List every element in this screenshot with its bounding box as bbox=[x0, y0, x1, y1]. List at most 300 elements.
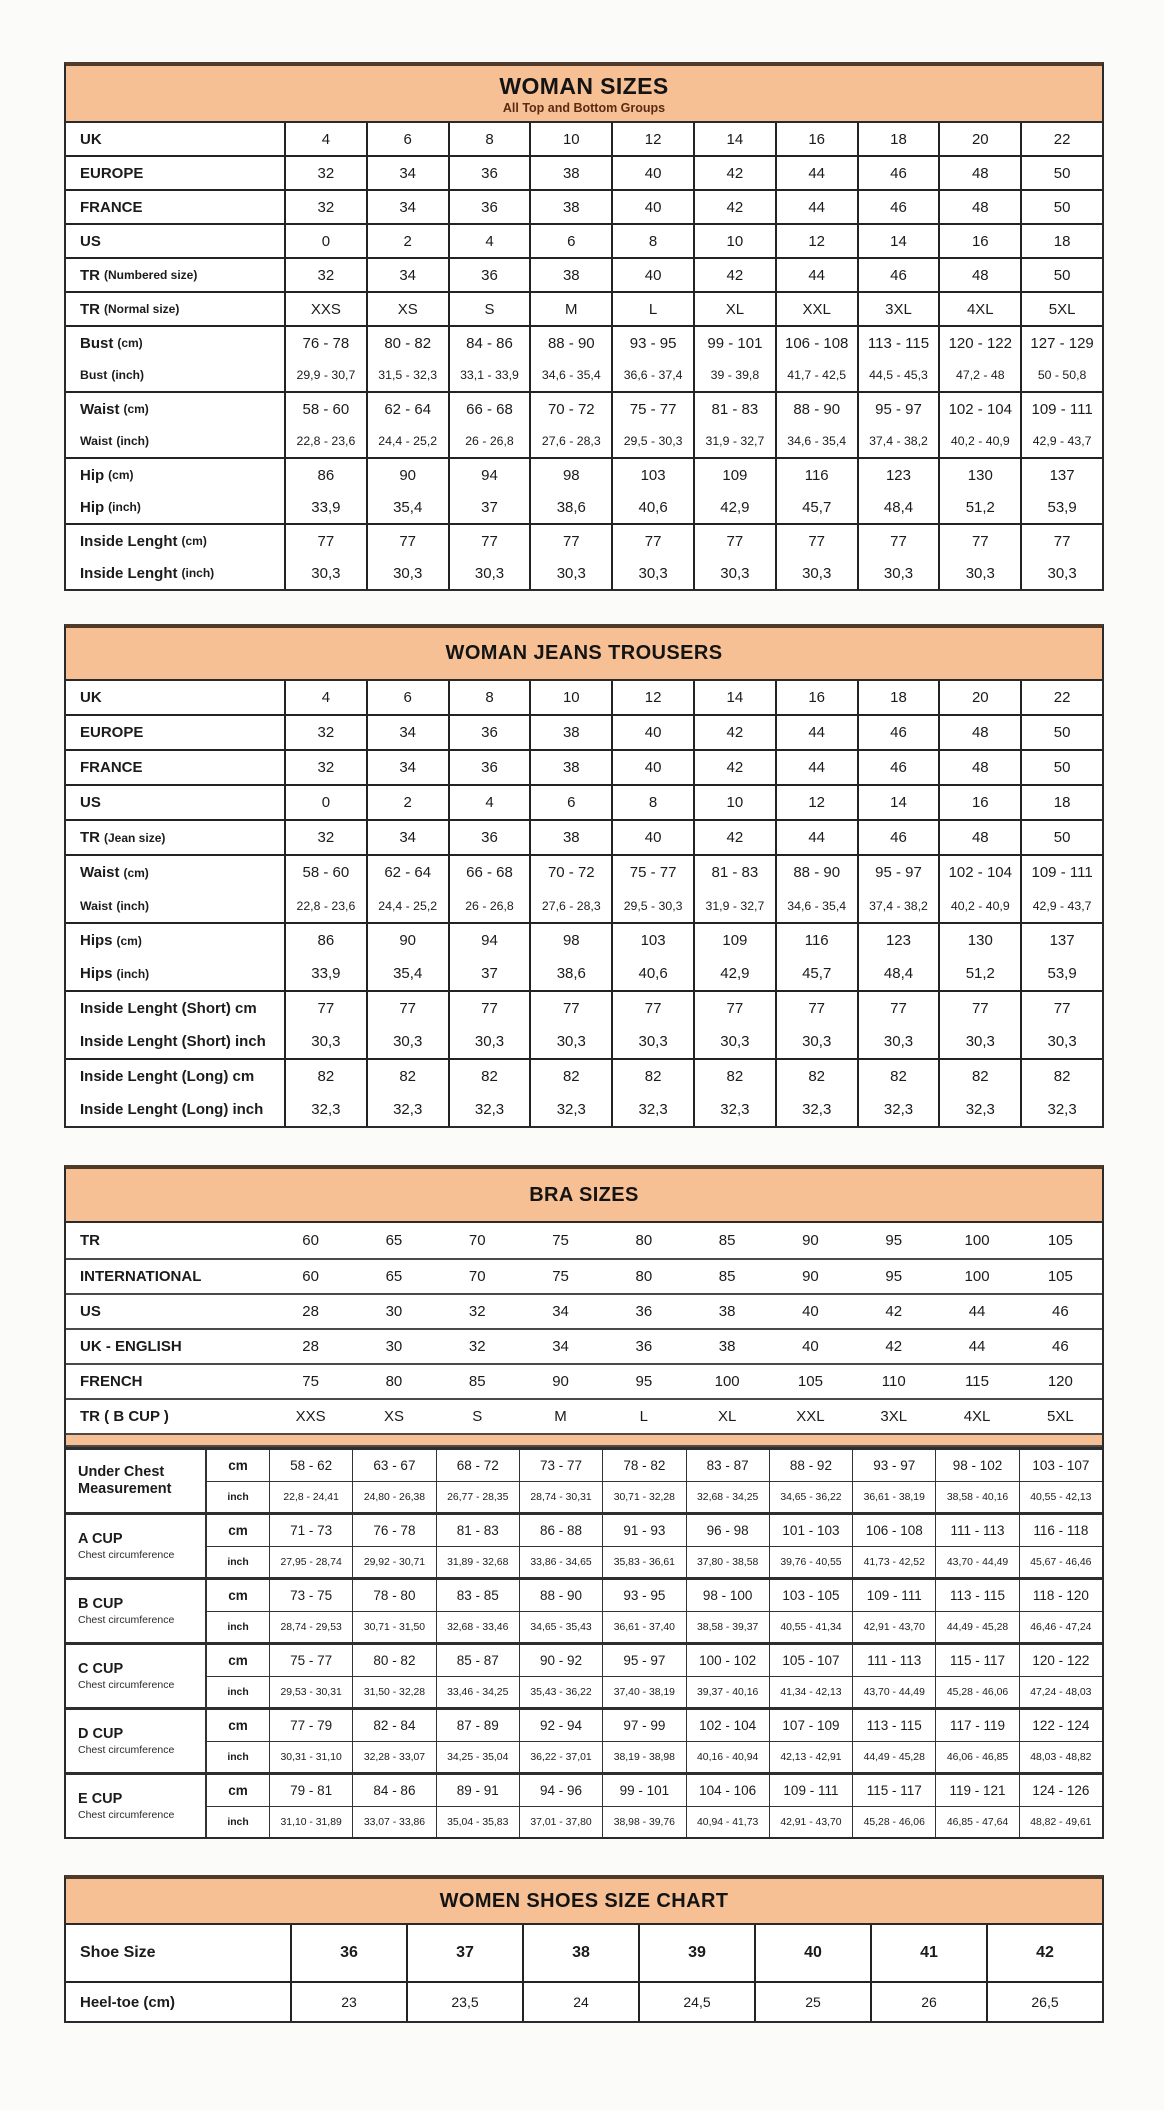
cell-value: XXS bbox=[310, 300, 341, 318]
table-row bbox=[66, 189, 1102, 223]
cell-value: 50 bbox=[1053, 829, 1071, 846]
table-cell bbox=[284, 293, 366, 325]
table-cell bbox=[938, 1060, 1020, 1126]
table-cell bbox=[529, 225, 611, 257]
cell-value: 77 bbox=[808, 532, 826, 550]
table-cell bbox=[938, 459, 1020, 523]
table-row bbox=[66, 714, 1102, 749]
table-subtitle: All Top and Bottom Groups bbox=[502, 100, 666, 115]
cell-value: 32,3 bbox=[883, 1101, 914, 1118]
cell-value: 96 - 98 bbox=[686, 1515, 769, 1546]
table-row bbox=[66, 1398, 1102, 1433]
cell-value: 35,4 bbox=[393, 965, 423, 982]
cell-value: 26 - 26,8 bbox=[465, 434, 514, 448]
cell-value: 24,5 bbox=[683, 1994, 711, 2010]
cell-value: 95 - 97 bbox=[602, 1645, 685, 1676]
cell-value: 42 bbox=[885, 1303, 903, 1320]
cell-value: 12 bbox=[644, 689, 662, 706]
table-cell bbox=[693, 191, 775, 223]
cell-value: 36 bbox=[481, 724, 498, 741]
cell-value: 16 bbox=[971, 232, 989, 250]
table-cell bbox=[857, 327, 939, 391]
row-label: Heel-toe (cm) bbox=[80, 1993, 176, 2011]
table-row bbox=[66, 1707, 1102, 1772]
table-row bbox=[66, 854, 1102, 922]
table-cell bbox=[529, 327, 611, 391]
cup-label-cell bbox=[66, 1775, 205, 1837]
cell-value: 77 bbox=[481, 532, 498, 550]
table-cell bbox=[611, 786, 693, 819]
table-cell bbox=[775, 525, 857, 589]
row-label: EUROPE bbox=[80, 164, 144, 182]
cell-value: 28,74 - 29,53 bbox=[269, 1611, 352, 1642]
table-cell bbox=[986, 1983, 1102, 2021]
cell-value: 68 - 72 bbox=[436, 1450, 519, 1481]
cup-sublabel: Chest circumference bbox=[78, 1549, 175, 1562]
cell-value: 33,86 - 34,65 bbox=[519, 1546, 602, 1577]
table-cell bbox=[366, 157, 448, 189]
cell-value: 100 - 102 bbox=[686, 1645, 769, 1676]
table-cell bbox=[611, 1060, 693, 1126]
cell-value: 79 - 81 bbox=[269, 1775, 352, 1806]
cell-value: 30,71 - 31,50 bbox=[352, 1611, 435, 1642]
cell-value: 34,65 - 36,22 bbox=[769, 1481, 852, 1512]
cell-value: 29,9 - 30,7 bbox=[296, 368, 356, 382]
cell-value: 39 - 39,8 bbox=[710, 368, 760, 382]
table-row bbox=[66, 257, 1102, 291]
table-cell bbox=[775, 821, 857, 854]
row-label-cell bbox=[66, 525, 284, 589]
row-label-cell bbox=[66, 992, 284, 1058]
table-cell bbox=[366, 191, 448, 223]
table-cell bbox=[693, 157, 775, 189]
table-row bbox=[66, 749, 1102, 784]
cell-value: 48,4 bbox=[883, 498, 914, 516]
cell-value: 88 - 90 bbox=[793, 864, 841, 881]
table-cell bbox=[857, 1060, 939, 1126]
row-label-cell bbox=[66, 1983, 290, 2021]
table-row bbox=[66, 1981, 1102, 2021]
table-cell bbox=[448, 327, 530, 391]
table-cell bbox=[775, 393, 857, 457]
table-cell bbox=[938, 191, 1020, 223]
cell-value: 84 - 86 bbox=[352, 1775, 435, 1806]
cell-value: 37,4 - 38,2 bbox=[869, 898, 928, 913]
table-cell bbox=[693, 293, 775, 325]
cell-value: 82 bbox=[890, 1068, 907, 1085]
cell-value: 87 - 89 bbox=[436, 1710, 519, 1741]
cell-value: 105 bbox=[797, 1373, 823, 1390]
cell-value: 80 bbox=[635, 1232, 653, 1249]
table-cell bbox=[529, 681, 611, 714]
table-cell bbox=[754, 1925, 870, 1981]
table-cell bbox=[366, 459, 448, 523]
cell-value: 30,3 bbox=[883, 1033, 914, 1050]
cell-value: 10 bbox=[726, 232, 744, 250]
table-cell bbox=[857, 751, 939, 784]
table-cell bbox=[1020, 751, 1102, 784]
cell-value: 77 bbox=[808, 1000, 826, 1017]
cell-value: 36 bbox=[481, 198, 498, 216]
table-cell bbox=[284, 856, 366, 922]
cell-value: 38 bbox=[718, 1338, 736, 1355]
cell-value: 30,3 bbox=[720, 564, 750, 582]
cell-value: 32,3 bbox=[1047, 1101, 1077, 1118]
table-cell bbox=[693, 856, 775, 922]
cell-value: 37,80 - 38,58 bbox=[686, 1546, 769, 1577]
cell-value: 29,5 - 30,3 bbox=[623, 434, 683, 448]
table-cell bbox=[448, 525, 530, 589]
table-cell bbox=[611, 681, 693, 714]
table-row bbox=[66, 325, 1102, 391]
row-label-cell bbox=[66, 259, 284, 291]
cell-value: 123 bbox=[885, 466, 911, 484]
cell-value: 34,6 - 35,4 bbox=[541, 368, 601, 382]
cell-value: 30,3 bbox=[474, 564, 505, 582]
unit-label: cm bbox=[205, 1450, 269, 1481]
cell-value: 82 bbox=[1053, 1068, 1071, 1085]
cell-value: 103 bbox=[640, 932, 666, 949]
table-cell bbox=[938, 681, 1020, 714]
cell-value: 24,80 - 26,38 bbox=[352, 1481, 435, 1512]
table-cell bbox=[938, 327, 1020, 391]
cell-value: 90 bbox=[802, 1232, 819, 1249]
row-label: Inside Lenght bbox=[80, 532, 178, 550]
cell-value: 81 - 83 bbox=[436, 1515, 519, 1546]
table-cell bbox=[611, 393, 693, 457]
cell-value: 46 bbox=[890, 164, 907, 182]
cell-value: 88 - 90 bbox=[793, 400, 841, 418]
cell-value: 73 - 77 bbox=[519, 1450, 602, 1481]
cell-value: 36 bbox=[481, 164, 498, 182]
cell-value: 82 bbox=[562, 1068, 580, 1085]
cell-value: 38 bbox=[572, 1944, 590, 1961]
cell-value: 37 bbox=[481, 965, 498, 982]
cell-value: 33,46 - 34,25 bbox=[436, 1676, 519, 1707]
row-label: TR bbox=[80, 266, 100, 284]
cell-value: 0 bbox=[321, 794, 331, 811]
woman-jeans-header bbox=[66, 628, 1102, 681]
cell-value: 47,24 - 48,03 bbox=[1019, 1676, 1102, 1707]
row-label-cell bbox=[66, 123, 284, 155]
cell-value: 40 bbox=[644, 266, 662, 284]
table-cell bbox=[290, 1925, 406, 1981]
unit-label: cm bbox=[205, 1645, 269, 1676]
table-cell bbox=[775, 716, 857, 749]
table-cell bbox=[775, 459, 857, 523]
table-cell bbox=[693, 525, 775, 589]
table-cell bbox=[693, 821, 775, 854]
row-label: UK bbox=[80, 130, 102, 148]
table-cell bbox=[1020, 924, 1102, 990]
table-cell bbox=[857, 225, 939, 257]
table-cell bbox=[857, 293, 939, 325]
cell-value: 46 bbox=[1052, 1338, 1069, 1355]
table-title: WOMAN SIZES bbox=[499, 72, 669, 99]
cell-value: 94 bbox=[481, 466, 498, 484]
unit-label: cm bbox=[205, 1515, 269, 1546]
row-label: FRENCH bbox=[80, 1373, 143, 1390]
cell-value: 77 bbox=[726, 532, 744, 550]
cell-value: 120 bbox=[1047, 1373, 1073, 1390]
cell-value: 80 - 82 bbox=[352, 1645, 435, 1676]
cell-value: 103 - 105 bbox=[769, 1580, 852, 1611]
cell-value: 40,6 bbox=[638, 965, 668, 982]
cell-value: 40 bbox=[804, 1944, 822, 1961]
cell-value: 82 bbox=[644, 1068, 662, 1085]
cell-value: 88 - 92 bbox=[769, 1450, 852, 1481]
cell-value: 30,3 bbox=[720, 1033, 750, 1050]
cell-value: 34 bbox=[399, 164, 417, 182]
table-cell bbox=[529, 751, 611, 784]
cell-value: 42 bbox=[885, 1338, 903, 1355]
table-cell bbox=[693, 924, 775, 990]
cell-value: 77 bbox=[644, 1000, 662, 1017]
cup-label: E CUP bbox=[78, 1790, 123, 1807]
cell-value: 104 - 106 bbox=[686, 1775, 769, 1806]
cell-value: 42,9 - 43,7 bbox=[1032, 898, 1092, 913]
row-label: TR bbox=[80, 829, 100, 846]
row-label: UK - ENGLISH bbox=[80, 1338, 182, 1355]
cell-value: 36,22 - 37,01 bbox=[519, 1741, 602, 1772]
table-cell bbox=[284, 716, 366, 749]
cell-value: 38 bbox=[562, 829, 580, 846]
cell-value: 42,91 - 43,70 bbox=[852, 1611, 935, 1642]
cell-value: XL bbox=[717, 1408, 737, 1425]
cell-value: 32 bbox=[468, 1338, 486, 1355]
cell-value: 38,19 - 38,98 bbox=[602, 1741, 685, 1772]
cell-value: 22 bbox=[1053, 689, 1071, 706]
cell-value: 53,9 bbox=[1047, 498, 1077, 516]
table-cell bbox=[754, 1983, 870, 2021]
cell-value: 90 bbox=[399, 932, 417, 949]
row-label: INTERNATIONAL bbox=[80, 1268, 202, 1285]
row-label: Inside Lenght (Long) cm bbox=[80, 1068, 255, 1085]
cell-value: 40 bbox=[644, 198, 662, 216]
row-label: Bust bbox=[80, 334, 114, 352]
cell-value: 6 bbox=[567, 232, 576, 250]
table-cell bbox=[857, 157, 939, 189]
row-label: Hip bbox=[80, 498, 105, 516]
cell-value: 44 bbox=[968, 1338, 986, 1355]
cell-value: 0 bbox=[321, 232, 331, 250]
cell-value: 30,3 bbox=[311, 1033, 341, 1050]
cell-value: 32,3 bbox=[311, 1101, 341, 1118]
cell-value: 16 bbox=[808, 130, 826, 148]
cell-value: 77 bbox=[644, 532, 662, 550]
cell-value: 4 bbox=[485, 794, 494, 811]
cell-value: 38 bbox=[562, 266, 580, 284]
cell-value: 116 bbox=[804, 466, 829, 484]
cell-value: 39,76 - 40,55 bbox=[769, 1546, 852, 1577]
table-cell bbox=[775, 1060, 857, 1126]
woman-jeans-trousers-table bbox=[64, 624, 1104, 1128]
cell-value: 34,65 - 35,43 bbox=[519, 1611, 602, 1642]
cell-value: 107 - 109 bbox=[769, 1710, 852, 1741]
row-label-cell bbox=[66, 393, 284, 457]
table-cell bbox=[693, 123, 775, 155]
cell-value: 84 - 86 bbox=[466, 334, 513, 352]
cell-value: 46,85 - 47,64 bbox=[935, 1806, 1018, 1837]
cell-value: 103 - 107 bbox=[1019, 1450, 1102, 1481]
row-label-cell bbox=[66, 225, 284, 257]
table-cell bbox=[1020, 786, 1102, 819]
row-label: Inside Lenght bbox=[80, 564, 178, 582]
table-cell bbox=[693, 1060, 775, 1126]
cell-value: 70 - 72 bbox=[547, 400, 595, 418]
row-label-note: (cm) bbox=[123, 865, 149, 880]
cell-value: 30,3 bbox=[638, 1033, 668, 1050]
cell-value: 46 bbox=[890, 829, 907, 846]
cell-value: 3XL bbox=[880, 1408, 908, 1425]
cell-value: 65 bbox=[385, 1268, 403, 1285]
cell-value: 48 bbox=[971, 829, 989, 846]
cell-value: 109 - 111 bbox=[1031, 400, 1093, 418]
table-cell bbox=[693, 751, 775, 784]
cell-value: 113 - 115 bbox=[867, 334, 930, 352]
cell-value: 45,7 bbox=[802, 965, 832, 982]
cell-value: 92 - 94 bbox=[519, 1710, 602, 1741]
cell-value: 10 bbox=[726, 794, 744, 811]
cell-value: 31,50 - 32,28 bbox=[352, 1676, 435, 1707]
cell-value: 48,82 - 49,61 bbox=[1019, 1806, 1102, 1837]
cell-value: 5XL bbox=[1046, 1408, 1074, 1425]
row-label: FRANCE bbox=[80, 198, 143, 216]
cell-value: 111 - 113 bbox=[935, 1515, 1018, 1546]
table-row bbox=[66, 391, 1102, 457]
table-cell bbox=[366, 327, 448, 391]
table-cell bbox=[857, 393, 939, 457]
cell-value: 94 - 96 bbox=[519, 1775, 602, 1806]
cell-value: 4XL bbox=[966, 300, 994, 318]
cell-value: 42 bbox=[726, 724, 744, 741]
table-cell bbox=[366, 821, 448, 854]
table-cell bbox=[366, 716, 448, 749]
table-cell bbox=[775, 751, 857, 784]
table-cell bbox=[775, 157, 857, 189]
cell-value: 63 - 67 bbox=[352, 1450, 435, 1481]
row-label-note: (inch) bbox=[181, 566, 215, 580]
row-label-cell bbox=[66, 681, 284, 714]
cell-value: 2 bbox=[403, 794, 412, 811]
table-cell bbox=[1020, 191, 1102, 223]
cell-value: 137 bbox=[1049, 466, 1075, 484]
table-row bbox=[66, 1363, 1102, 1398]
cell-value: 46 bbox=[890, 759, 907, 776]
table-row bbox=[66, 123, 1102, 155]
table-cell bbox=[406, 1983, 522, 2021]
cell-value: 40 bbox=[644, 164, 662, 182]
row-label-note: (cm) bbox=[181, 534, 207, 548]
cell-value: 82 bbox=[971, 1068, 989, 1085]
table-cell bbox=[870, 1925, 986, 1981]
cell-value: 40,55 - 42,13 bbox=[1019, 1481, 1102, 1512]
cell-value: 45,67 - 46,46 bbox=[1019, 1546, 1102, 1577]
cell-value: 50 - 50,8 bbox=[1037, 368, 1087, 382]
cell-value: 50 bbox=[1053, 164, 1071, 182]
cell-value: 75 bbox=[302, 1373, 319, 1390]
cell-value: 31,5 - 32,3 bbox=[378, 368, 438, 382]
row-label-cell bbox=[66, 856, 284, 922]
cell-value: 33,9 bbox=[311, 498, 341, 516]
cell-value: 30 bbox=[385, 1303, 403, 1320]
table-row bbox=[66, 1577, 1102, 1642]
table-cell bbox=[611, 751, 693, 784]
table-cell bbox=[938, 293, 1020, 325]
cell-value: 39,37 - 40,16 bbox=[686, 1676, 769, 1707]
table-cell bbox=[284, 191, 366, 223]
cell-value: 32 bbox=[317, 198, 335, 216]
cell-value: 111 - 113 bbox=[852, 1645, 935, 1676]
row-label-note: (Jean size) bbox=[104, 830, 166, 845]
unit-label: inch bbox=[205, 1611, 269, 1642]
cell-value: 10 bbox=[562, 689, 580, 706]
table-cell bbox=[611, 924, 693, 990]
cell-value: 36 bbox=[635, 1303, 653, 1320]
cell-value: 32 bbox=[317, 164, 335, 182]
woman-sizes-header bbox=[66, 66, 1102, 123]
row-label-cell bbox=[66, 327, 284, 391]
table-cell bbox=[611, 157, 693, 189]
cell-value: 34 bbox=[552, 1338, 569, 1355]
cell-value: 76 - 78 bbox=[302, 334, 350, 352]
table-cell bbox=[529, 293, 611, 325]
cell-value: 82 bbox=[726, 1068, 744, 1085]
cell-value: 36 bbox=[635, 1338, 653, 1355]
table-cell bbox=[448, 459, 530, 523]
cell-value: XS bbox=[383, 1408, 404, 1425]
cell-value: 65 bbox=[385, 1232, 403, 1249]
table-row bbox=[66, 1772, 1102, 1837]
cell-value: 34 bbox=[399, 266, 417, 284]
cell-value: 127 - 129 bbox=[1030, 334, 1094, 352]
table-cell bbox=[284, 786, 366, 819]
row-label: UK bbox=[80, 689, 102, 706]
cell-value: 4XL bbox=[963, 1408, 991, 1425]
cell-value: 77 bbox=[1053, 532, 1071, 550]
women-shoes-size-table bbox=[64, 1875, 1104, 2023]
cell-value: 70 bbox=[468, 1268, 486, 1285]
row-label: US bbox=[80, 794, 101, 811]
table-cell bbox=[284, 751, 366, 784]
cell-value: 26,5 bbox=[1031, 1994, 1059, 2010]
cell-value: 28 bbox=[302, 1303, 319, 1320]
cell-value: 14 bbox=[890, 794, 907, 811]
table-cell bbox=[284, 259, 366, 291]
cup-label-cell bbox=[66, 1580, 205, 1642]
cell-value: 32,68 - 34,25 bbox=[686, 1481, 769, 1512]
cell-value: 106 - 108 bbox=[852, 1515, 935, 1546]
table-cell bbox=[1020, 293, 1102, 325]
table-row bbox=[66, 1328, 1102, 1363]
cell-value: 105 - 107 bbox=[769, 1645, 852, 1676]
cell-value: 18 bbox=[1053, 794, 1071, 811]
cell-value: 75 - 77 bbox=[269, 1645, 352, 1676]
table-cell bbox=[448, 751, 530, 784]
cell-value: 36 bbox=[481, 759, 498, 776]
table-cell bbox=[448, 821, 530, 854]
cell-value: 10 bbox=[562, 130, 580, 148]
cell-value: 37 bbox=[456, 1944, 474, 1961]
cell-value: 75 bbox=[552, 1268, 569, 1285]
cell-value: 44 bbox=[808, 724, 826, 741]
cell-value: 8 bbox=[648, 794, 658, 811]
table-cell bbox=[938, 123, 1020, 155]
table-row bbox=[66, 990, 1102, 1058]
table-cell bbox=[1020, 225, 1102, 257]
cell-value: 60 bbox=[302, 1232, 319, 1249]
row-label-note: (Numbered size) bbox=[104, 268, 198, 282]
